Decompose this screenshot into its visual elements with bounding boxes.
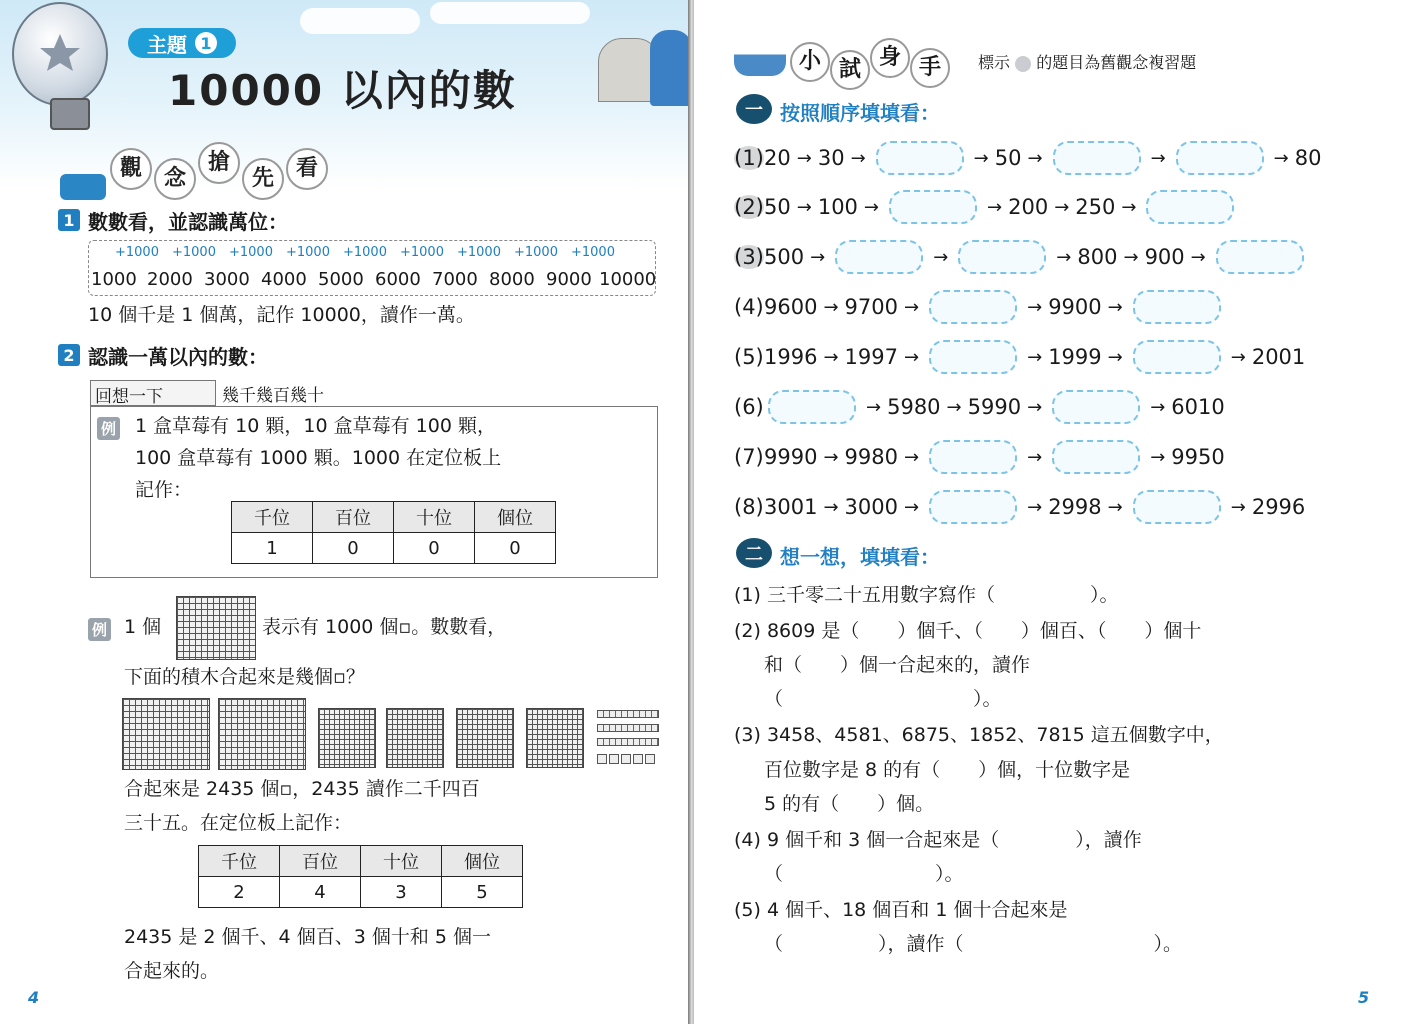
- answer-blank[interactable]: [1053, 141, 1141, 175]
- answer-blank[interactable]: [1216, 240, 1304, 274]
- sequence-row: [734, 337, 1305, 377]
- final-line: 合起來的。: [124, 960, 220, 982]
- unit-cube-icon: [597, 754, 607, 764]
- pv-value: 2: [199, 877, 280, 908]
- plus-label: +1000: [172, 245, 216, 260]
- pv-value: 5: [442, 877, 523, 908]
- number-line-box: [88, 240, 656, 296]
- number-line-value: 8000: [489, 269, 535, 290]
- question-2-line: （ ）。: [764, 688, 1002, 710]
- sequence-row: [734, 387, 1225, 427]
- question-2-line: 和（ ）個一合起來的，讀作: [764, 654, 1031, 676]
- sequence-number: 1996: [764, 345, 818, 369]
- example-2-prefix: 1 個: [124, 616, 162, 638]
- topic-badge: [128, 28, 236, 58]
- page-title: 10000 以內的數: [168, 66, 517, 115]
- example-text-line: 100 盒草莓有 1000 顆。1000 在定位板上: [135, 447, 502, 469]
- number-line-value: 5000: [318, 269, 364, 290]
- final-line: 2435 是 2 個千、4 個百、3 個十和 5 個一: [124, 926, 491, 948]
- hundred-flat-icon: [386, 708, 444, 768]
- arrow-right-icon: →: [823, 496, 839, 518]
- arrow-right-icon: →: [1054, 196, 1070, 218]
- pv-value: 0: [313, 533, 394, 564]
- sequence-number: 2998: [1048, 495, 1102, 519]
- cloud-decoration: [300, 8, 420, 34]
- arrow-right-icon: →: [1027, 396, 1043, 418]
- arrow-right-icon: →: [796, 147, 812, 169]
- review-marker-icon: [1015, 56, 1031, 72]
- ten-rod-icon: [597, 724, 659, 732]
- number-line-value: 4000: [261, 269, 307, 290]
- answer-blank[interactable]: [1176, 141, 1264, 175]
- sequence-row: [734, 237, 1308, 277]
- arrow-right-icon: →: [1027, 346, 1043, 368]
- sequence-row: [734, 287, 1225, 327]
- pv-header: 千位: [232, 502, 313, 533]
- sequence-number: 50: [994, 146, 1022, 170]
- sequence-number: 6010: [1171, 395, 1225, 419]
- try-char: 手: [910, 48, 950, 88]
- sequence-number: 9980: [844, 445, 898, 469]
- arrow-right-icon: →: [823, 446, 839, 468]
- section-1-title: 數數看，並認識萬位：: [88, 210, 288, 234]
- unit-cube-icon: [645, 754, 655, 764]
- plus-label: +1000: [115, 245, 159, 260]
- hundred-flat-icon: [456, 708, 514, 768]
- balloon-basket-icon: [50, 98, 90, 130]
- sequence-row: [734, 138, 1322, 178]
- answer-blank[interactable]: [929, 490, 1017, 524]
- arrow-right-icon: →: [1150, 446, 1166, 468]
- arrow-right-icon: →: [863, 196, 880, 218]
- sequence-number: 80: [1294, 146, 1322, 170]
- sequence-number: 1999: [1048, 345, 1102, 369]
- concept-char: 先: [242, 158, 284, 200]
- legend-text: 標示: [978, 53, 1011, 72]
- concept-char: 搶: [198, 142, 240, 184]
- plus-label: +1000: [514, 245, 558, 260]
- thousand-cube-icon: [176, 596, 256, 660]
- sequence-number: 9600: [764, 295, 818, 319]
- answer-blank[interactable]: [768, 390, 856, 424]
- concept-char: 看: [286, 148, 328, 190]
- review-legend: [978, 50, 1196, 73]
- bus-icon: [60, 174, 106, 200]
- question-2-line: (2) 8609 是（ ）個千、（ ）個百、（ ）個十: [734, 620, 1202, 642]
- arrow-right-icon: →: [823, 296, 839, 318]
- arrow-right-icon: →: [850, 147, 866, 169]
- answer-blank[interactable]: [1133, 490, 1221, 524]
- answer-blank[interactable]: [889, 190, 977, 224]
- arrow-right-icon: →: [1027, 496, 1043, 518]
- answer-blank[interactable]: [929, 440, 1017, 474]
- arrow-right-icon: →: [1123, 246, 1139, 268]
- sequence-number: 30: [817, 146, 845, 170]
- arrow-right-icon: →: [904, 446, 920, 468]
- child-illustration-icon: [650, 30, 690, 106]
- try-char: 身: [870, 38, 910, 78]
- arrow-right-icon: →: [1027, 446, 1043, 468]
- arrow-right-icon: →: [946, 396, 962, 418]
- number-line-value: 2000: [147, 269, 193, 290]
- question-3-line: 5 的有（ ）個。: [764, 793, 935, 815]
- pv-value: 3: [361, 877, 442, 908]
- arrow-right-icon: →: [1273, 147, 1289, 169]
- sequence-row-label: (2): [734, 195, 764, 219]
- example-2-line: 表示有 1000 個▫。數數看，: [262, 616, 507, 638]
- ten-rod-icon: [597, 738, 659, 746]
- sequence-number: 500: [764, 245, 805, 269]
- question-3-line: (3) 3458、4581、6875、1852、7815 這五個數字中，: [734, 724, 1224, 746]
- hundred-flat-icon: [318, 708, 376, 768]
- topic-label: 主題: [147, 32, 187, 57]
- question-3-line: 百位數字是 8 的有（ ）個，十位數字是: [764, 759, 1131, 781]
- pv-header: 百位: [280, 846, 361, 877]
- sequence-number: 9900: [1048, 295, 1102, 319]
- ten-rod-icon: [597, 710, 659, 718]
- number-line-value: 6000: [375, 269, 421, 290]
- arrow-right-icon: →: [823, 346, 839, 368]
- unit-cube-icon: [633, 754, 643, 764]
- try-char: 小: [790, 42, 830, 82]
- sequence-number: 9990: [764, 445, 818, 469]
- pv-value: 0: [394, 533, 475, 564]
- sequence-number: 250: [1075, 195, 1116, 219]
- pv-header: 個位: [442, 846, 523, 877]
- thousand-cube-icon: [122, 698, 210, 770]
- hot-air-balloon-icon: [12, 2, 108, 106]
- topic-number: 1: [195, 32, 217, 54]
- arrow-right-icon: →: [904, 496, 920, 518]
- number-line-value: 7000: [432, 269, 478, 290]
- sequence-row-label: (4): [734, 295, 764, 319]
- arrow-right-icon: →: [987, 196, 1003, 218]
- arrow-right-icon: →: [1027, 147, 1043, 169]
- arrow-right-icon: →: [1150, 147, 1166, 169]
- plus-label: +1000: [571, 245, 615, 260]
- sequence-row-label: (3): [734, 245, 764, 269]
- example-2-line: 下面的積木合起來是幾個▫？: [124, 666, 365, 688]
- part-2-circle: 二: [736, 538, 772, 568]
- sum-line: 合起來是 2435 個▫，2435 讀作二千四百: [124, 778, 480, 800]
- right-page: [694, 0, 1401, 1024]
- pv-value: 1: [232, 533, 313, 564]
- question-4-line: (4) 9 個千和 3 個一合起來是（ ），讀作: [734, 829, 1142, 851]
- part-2-title: 想一想，填填看：: [780, 545, 940, 569]
- place-value-table-1: [231, 501, 556, 564]
- arrow-right-icon: →: [866, 396, 882, 418]
- answer-blank[interactable]: [929, 290, 1017, 324]
- sequence-number: 900: [1144, 245, 1185, 269]
- question-5-line: (5) 4 個千、18 個百和 1 個十合起來是: [734, 899, 1068, 921]
- arrow-right-icon: →: [904, 346, 920, 368]
- concept-char: 觀: [110, 148, 152, 190]
- part-1-title: 按照順序填填看：: [780, 101, 940, 125]
- arrow-right-icon: →: [973, 147, 989, 169]
- sequence-row-label: (8): [734, 495, 764, 519]
- arrow-right-icon: →: [1107, 296, 1123, 318]
- arrow-right-icon: →: [1107, 496, 1123, 518]
- sequence-number: 3000: [844, 495, 898, 519]
- unit-cube-icon: [621, 754, 631, 764]
- arrow-right-icon: →: [810, 246, 826, 268]
- sum-line: 三十五。在定位板上記作：: [124, 812, 353, 834]
- sequence-number: 2996: [1251, 495, 1306, 519]
- arrow-right-icon: →: [1190, 246, 1206, 268]
- thousand-cube-icon: [218, 698, 306, 770]
- pv-header: 個位: [475, 502, 556, 533]
- section-2-badge: 2: [58, 344, 80, 366]
- concept-char: 念: [154, 158, 196, 200]
- sequence-number: 5980: [887, 395, 941, 419]
- arrow-right-icon: →: [1056, 246, 1072, 268]
- example-box: [90, 406, 658, 578]
- arrow-right-icon: →: [1230, 346, 1246, 368]
- plus-label: +1000: [343, 245, 387, 260]
- sequence-number: 1997: [844, 345, 898, 369]
- pv-header: 十位: [361, 846, 442, 877]
- sequence-number: 2001: [1251, 345, 1306, 369]
- arrow-right-icon: →: [904, 296, 920, 318]
- arrow-right-icon: →: [1107, 346, 1123, 368]
- number-line-value: 10000: [599, 269, 657, 290]
- place-value-table-2: [198, 845, 523, 908]
- answer-blank[interactable]: [1146, 190, 1234, 224]
- number-line-value: 1000: [91, 269, 137, 290]
- arrow-right-icon: →: [1230, 496, 1246, 518]
- arrow-right-icon: →: [933, 246, 949, 268]
- sequence-number: 9950: [1171, 445, 1225, 469]
- answer-blank[interactable]: [1052, 390, 1140, 424]
- hundred-flat-icon: [526, 708, 584, 768]
- sequence-row-label: (5): [734, 345, 764, 369]
- sequence-number: 20: [764, 146, 791, 170]
- sequence-row-label: (7): [734, 445, 764, 469]
- question-4-line: （ ）。: [764, 863, 964, 885]
- sequence-row: [734, 187, 1238, 227]
- concept-heading: [110, 148, 330, 190]
- pv-header: 十位: [394, 502, 475, 533]
- example-text-line: 1 盒草莓有 10 顆，10 盒草莓有 100 顆，: [135, 415, 496, 437]
- example-text-line: 記作：: [135, 479, 193, 501]
- answer-blank[interactable]: [1133, 290, 1221, 324]
- page-number-left: 4: [28, 988, 40, 1007]
- think-back-label-box: [90, 380, 216, 406]
- section-1-sentence: 10 個千是 1 個萬，記作 10000，讀作一萬。: [88, 304, 475, 326]
- sequence-number: 5990: [967, 395, 1022, 419]
- example-tag: 例: [97, 417, 120, 440]
- answer-blank[interactable]: [1133, 340, 1221, 374]
- sequence-row: [734, 487, 1305, 527]
- think-back-label: 回想一下: [95, 387, 163, 407]
- legend-text-tail: 的題目為舊觀念複習題: [1036, 53, 1197, 72]
- plus-label: +1000: [400, 245, 444, 260]
- sequence-row: [734, 437, 1225, 477]
- sequence-row-label: (1): [734, 146, 764, 170]
- ship-icon: [734, 40, 786, 76]
- cloud-decoration: [430, 2, 590, 24]
- plus-label: +1000: [457, 245, 501, 260]
- try-char: 試: [830, 50, 870, 90]
- plus-label: +1000: [229, 245, 273, 260]
- sequence-number: 3001: [764, 495, 818, 519]
- try-it-heading: [790, 42, 950, 82]
- answer-blank[interactable]: [1052, 440, 1140, 474]
- sequence-number: 50: [764, 195, 791, 219]
- sequence-number: 100: [817, 195, 858, 219]
- part-1-circle: 一: [736, 94, 772, 124]
- pv-header: 百位: [313, 502, 394, 533]
- pv-header: 千位: [199, 846, 280, 877]
- number-line-value: 9000: [546, 269, 592, 290]
- unit-cube-icon: [609, 754, 619, 764]
- answer-blank[interactable]: [876, 141, 964, 175]
- number-line-value: 3000: [204, 269, 250, 290]
- sequence-number: 9700: [844, 295, 898, 319]
- answer-blank[interactable]: [958, 240, 1046, 274]
- page-number-right: 5: [1358, 988, 1370, 1007]
- sequence-number: 200: [1008, 195, 1049, 219]
- plus-label: +1000: [286, 245, 330, 260]
- question-1: (1) 三千零二十五用數字寫作（ ）。: [734, 584, 1119, 606]
- section-1-badge: 1: [58, 209, 80, 231]
- sequence-number: 800: [1077, 245, 1118, 269]
- sequence-row-label: (6): [734, 395, 764, 419]
- answer-blank[interactable]: [835, 240, 923, 274]
- pv-value: 4: [280, 877, 361, 908]
- pv-value: 0: [475, 533, 556, 564]
- arrow-right-icon: →: [1027, 296, 1043, 318]
- arrow-right-icon: →: [1121, 196, 1137, 218]
- question-5-line: （ ），讀作（ ）。: [764, 933, 1183, 955]
- arrow-right-icon: →: [796, 196, 812, 218]
- example-tag: 例: [88, 618, 111, 641]
- section-2-title: 認識一萬以內的數：: [88, 345, 268, 369]
- think-back-text: 幾千幾百幾十: [222, 386, 324, 406]
- arrow-right-icon: →: [1150, 396, 1166, 418]
- left-page: [0, 0, 690, 1024]
- answer-blank[interactable]: [929, 340, 1017, 374]
